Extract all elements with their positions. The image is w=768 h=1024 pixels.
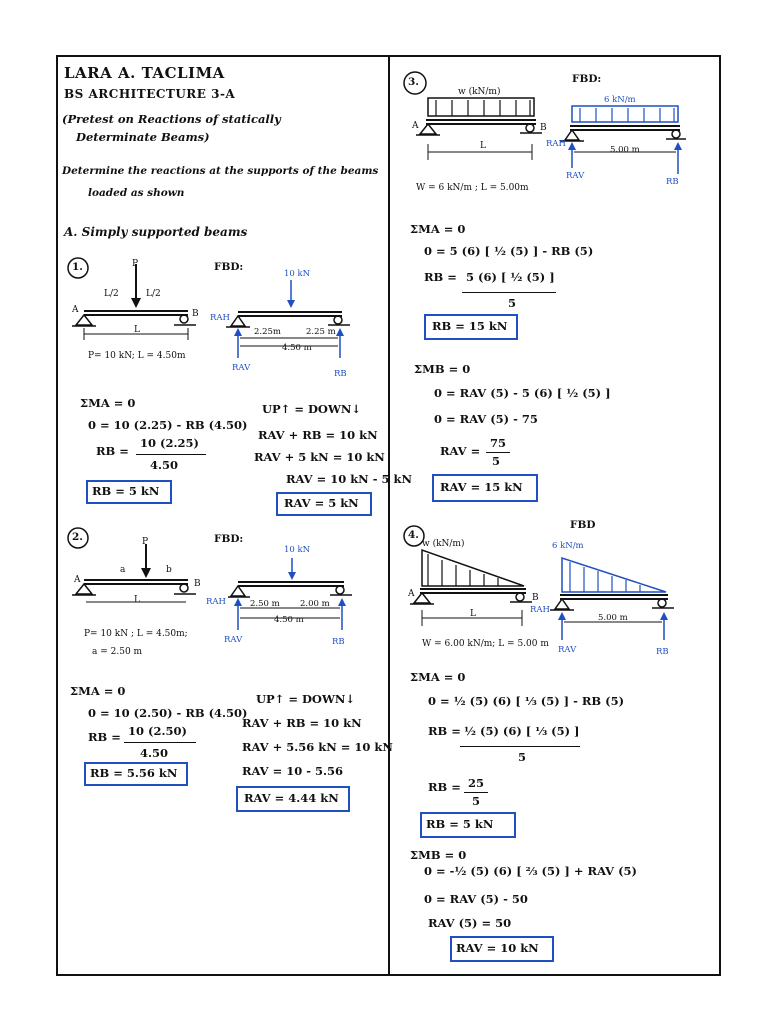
problem1-fig-half2: L/2 [146,289,161,299]
problem4-mb-eq2: 0 = RAV (5) - 50 [424,892,528,906]
problem1-fbd-rb: RB [334,369,347,379]
problem2-fbd-span: 4.50 m [274,615,304,625]
problem1-fbd-rah: RAH [210,313,230,323]
problem4-fbd-load: 6 kN/m [552,541,584,551]
problem3-mb-title: ΣMB = 0 [414,362,471,376]
problem3-beam-figure [412,86,548,166]
problem3-fig-l: L [480,141,486,151]
problem4-ma-title: ΣMA = 0 [410,670,466,684]
problem1-fy-eq2: RAV + 5 kN = 10 kN [254,450,385,464]
instruction-line2: loaded as shown [88,187,185,199]
problem4-fbd-span: 5.00 m [598,613,628,623]
problem1-fig-p: P [132,259,139,269]
problem3-number: 3. [408,76,419,88]
problem3-ma-title: ΣMA = 0 [410,222,466,236]
problem3-fig-b: B [540,123,547,133]
problem2-fbd-rb: RB [332,637,345,647]
problem2-fbd-label: FBD: [214,533,244,545]
problem4-rb-answer: RB = 5 kN [426,817,494,831]
problem2-fig-a-dim: a [120,565,126,575]
problem3-fbd-span: 5.00 m [610,145,640,155]
problem2-fy-eq1: RAV + RB = 10 kN [242,716,362,730]
problem2-number: 2. [72,531,83,543]
problem4-rb2-den: 5 [472,794,481,808]
problem1-rb-den: 4.50 [150,458,179,472]
problem4-fbd-rb: RB [656,647,669,657]
problem2-rb-answer: RB = 5.56 kN [90,766,178,780]
problem2-ma-eq1: 0 = 10 (2.50) - RB (4.50) [88,706,248,720]
problem1-given: P= 10 kN; L = 4.50m [88,351,186,361]
problem4-fig-w: w (kN/m) [422,539,465,549]
subtitle-line1: (Pretest on Reactions of statically [62,112,281,126]
problem1-rb-fraction-bar [136,454,206,455]
problem3-fig-a: A [412,121,419,131]
problem3-rav-num: 75 [490,436,507,450]
problem1-fy-eq1: RAV + RB = 10 kN [258,428,378,442]
subtitle-line2: Determinate Beams) [76,130,210,144]
problem4-rb-den: 5 [518,750,527,764]
problem3-fbd-rb: RB [666,177,679,187]
course: BS ARCHITECTURE 3-A [64,87,236,101]
problem1-fig-l: L [134,325,140,335]
problem3-rb-lhs: RB = [424,270,457,284]
problem3-fbd-load: 6 kN/m [604,95,636,105]
problem3-mb-eq1: 0 = RAV (5) - 5 (6) [ ½ (5) ] [434,386,611,400]
problem4-rb-num: ½ (5) (6) [ ⅓ (5) ] [464,724,580,738]
problem4-number: 4. [408,529,419,541]
student-name: LARA A. TACLIMA [64,64,225,82]
problem4-rb-fraction-bar [460,746,580,747]
problem2-given-line1: P= 10 kN ; L = 4.50m; [84,629,188,639]
problem2-fig-l: L [134,595,140,605]
problem2-fig-b-dim: b [166,565,172,575]
problem2-given-line2: a = 2.50 m [92,647,143,657]
problem4-fig-l: L [470,609,476,619]
problem4-mb-eq1: 0 = -½ (5) (6) [ ⅔ (5) ] + RAV (5) [424,864,637,878]
problem1-ma-eq1: 0 = 10 (2.25) - RB (4.50) [88,418,248,432]
problem2-fig-b: B [194,579,201,589]
problem4-fbd-rah: RAH [530,605,550,615]
problem3-fbd-rah: RAH [546,139,566,149]
problem3-rav-fraction-bar [486,452,510,453]
problem4-fig-a: A [408,589,415,599]
problem3-given: W = 6 kN/m ; L = 5.00m [416,183,529,193]
problem4-fbd-label: FBD [570,519,596,531]
problem2-ma-title: ΣMA = 0 [70,684,126,698]
problem1-rb-answer: RB = 5 kN [92,484,160,498]
problem2-fbd-seg1: 2.50 m [250,599,280,609]
problem4-mb-title: ΣMB = 0 [410,848,467,862]
problem2-fbd-rav: RAV [224,635,243,645]
problem2-fbd-rah: RAH [206,597,226,607]
problem2-rb-den: 4.50 [140,746,169,760]
problem1-fbd-rav: RAV [232,363,251,373]
problem4-fbd-rav: RAV [558,645,577,655]
problem4-ma-eq1: 0 = ½ (5) (6) [ ⅓ (5) ] - RB (5) [428,694,625,708]
problem1-rb-lhs: RB = [96,444,129,458]
problem3-mb-eq2: 0 = RAV (5) - 75 [434,412,538,426]
problem1-fbd-seg2: 2.25 m [306,327,336,337]
problem1-fbd-seg1: 2.25m [254,327,281,337]
problem4-mb-eq3: RAV (5) = 50 [428,916,512,930]
problem1-fy-eq3: RAV = 10 kN - 5 kN [286,472,412,486]
problem2-rb-fraction-bar [124,742,196,743]
problem3-ma-eq1: 0 = 5 (6) [ ½ (5) ] - RB (5) [424,244,594,258]
problem1-fig-half1: L/2 [104,289,119,299]
problem4-fig-b: B [532,593,539,603]
problem2-rb-num: 10 (2.50) [128,724,187,738]
section-a-heading: A. Simply supported beams [64,225,248,239]
problem1-number: 1. [72,261,83,273]
problem2-fig-p: P [142,537,149,547]
problem1-fig-b: B [192,309,199,319]
problem1-fy-title: UP↑ = DOWN↓ [262,402,362,416]
problem3-rb-fraction-bar [462,292,556,293]
problem1-fbd-span: 4.50 m [282,343,312,353]
problem2-fbd-load: 10 kN [284,545,311,555]
problem3-rav-den: 5 [492,454,501,468]
problem2-fbd-seg2: 2.00 m [300,599,330,609]
problem1-fbd-load: 10 kN [284,269,311,279]
problem4-fbd-figure [546,552,676,652]
problem3-rb-answer: RB = 15 kN [432,319,508,333]
problem4-rav-answer: RAV = 10 kN [456,941,539,955]
problem3-rav-answer: RAV = 15 kN [440,480,523,494]
problem4-rb2-lhs: RB = [428,780,461,794]
problem1-fig-a: A [72,305,79,315]
problem1-ma-title: ΣMA = 0 [80,396,136,410]
problem3-rav-lhs: RAV = [440,444,481,458]
problem1-rav-answer: RAV = 5 kN [284,496,359,510]
problem4-beam-figure [406,544,536,634]
problem3-fbd-rav: RAV [566,171,585,181]
problem4-given: W = 6.00 kN/m; L = 5.00 m [422,639,549,649]
problem3-fbd-label: FBD: [572,73,602,85]
problem2-rb-lhs: RB = [88,730,121,744]
problem2-fig-a: A [74,575,81,585]
problem4-rb2-fraction-bar [464,792,488,793]
problem4-rb-lhs: RB = [428,724,461,738]
instruction-line1: Determine the reactions at the supports of the beams [62,165,379,177]
problem3-rb-num: 5 (6) [ ½ (5) ] [466,270,555,284]
problem3-rb-den: 5 [508,296,517,310]
problem1-fbd-label: FBD: [214,261,244,273]
column-divider [388,55,390,976]
problem1-rb-num: 10 (2.25) [140,436,199,450]
problem2-fy-eq3: RAV = 10 - 5.56 [242,764,344,778]
problem2-rav-answer: RAV = 4.44 kN [244,791,339,805]
problem3-fig-w: w (kN/m) [458,87,501,97]
problem2-fy-eq2: RAV + 5.56 kN = 10 kN [242,740,393,754]
problem2-fy-title: UP↑ = DOWN↓ [256,692,356,706]
problem4-rb2-num: 25 [468,776,485,790]
